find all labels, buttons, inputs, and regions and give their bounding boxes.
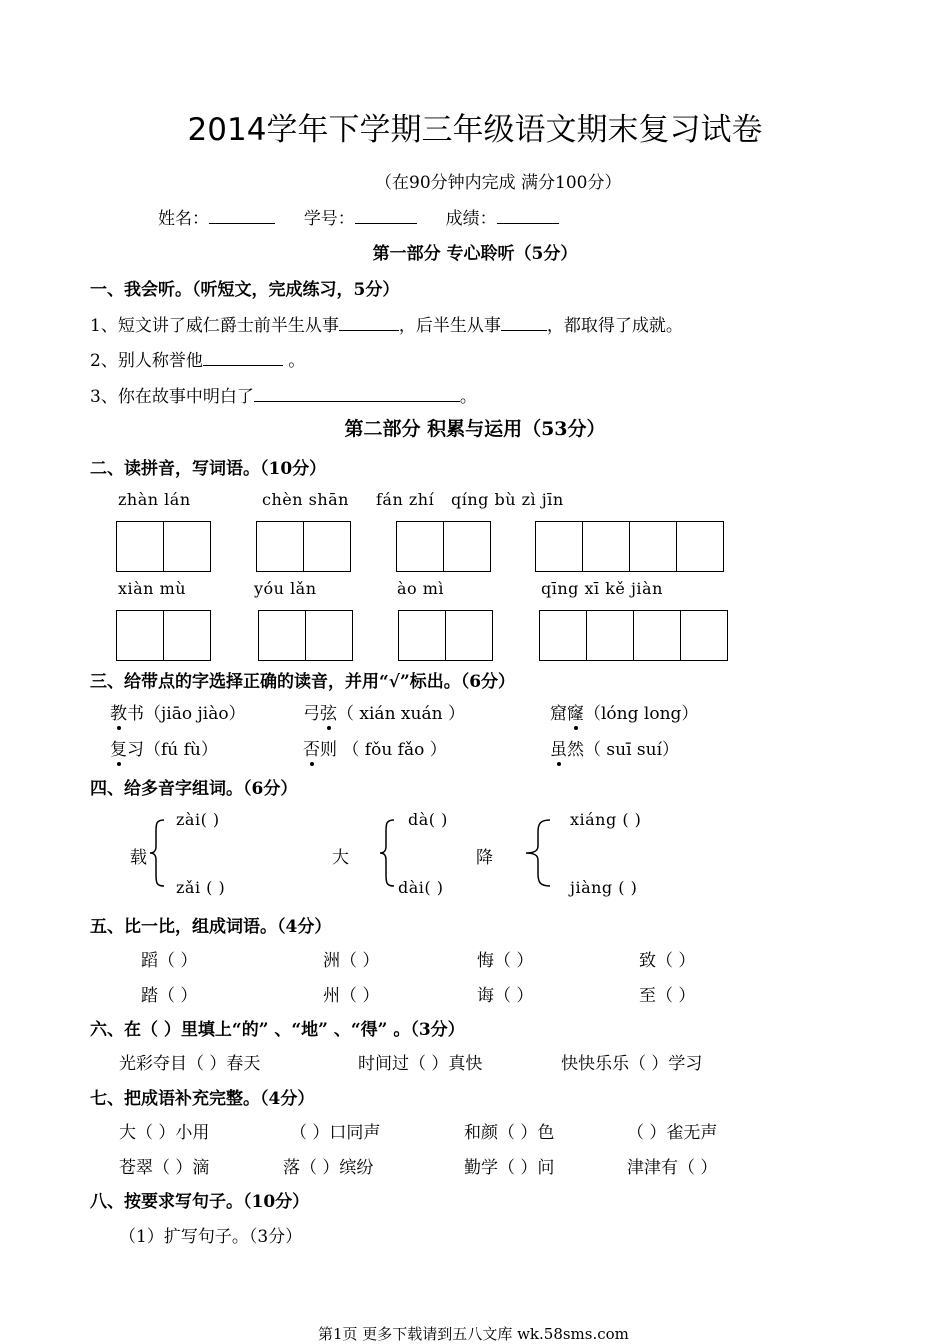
pinyin-label: zhàn lán [118,490,191,509]
idiom-item[interactable]: 和颜（ ）色 [464,1123,555,1143]
pinyin-label: ào mì [397,579,445,598]
reading-choice-item[interactable]: 复习（fú fù） [110,735,218,760]
page-title: 2014学年下学期三年级语文期末复习试卷 [187,112,763,148]
q1-heading: 一、我会听。（听短文，完成练习，5分） [90,280,400,300]
q2-heading: 二、读拼音，写词语。（10分） [90,459,327,479]
exam-subtitle: （在90分钟内完成 满分100分） [375,173,622,193]
pinyin-label: qíng bù zì jīn [451,490,564,509]
brace-icon [148,818,166,888]
q7-heading: 七、把成语补充完整。（4分） [90,1089,315,1109]
part2-heading: 第二部分 积累与运用（53分） [344,418,606,440]
student-id-field[interactable] [355,206,417,224]
pinyin-label: chèn shān [262,490,349,509]
polyphone-top[interactable]: xiáng ( ) [570,810,642,829]
char-grid[interactable] [116,521,211,572]
char-grid[interactable] [256,521,351,572]
idiom-item[interactable]: 大（ ）小用 [119,1123,210,1143]
compare-item[interactable]: 致（ ） [639,951,696,971]
q1-blank-1[interactable] [339,313,399,331]
char-grid[interactable] [396,521,491,572]
compare-item[interactable]: 洲（ ） [323,951,380,971]
q3-heading: 三、给带点的字选择正确的读音，并用“√”标出。（6分） [90,672,516,692]
q4-heading: 四、给多音字组词。（6分） [90,779,298,799]
brace-icon [522,818,552,888]
fill-particle-item[interactable]: 光彩夺目（ ）春天 [119,1054,261,1074]
student-id-label: 学号： [303,209,355,229]
q1-line2: 2、别人称誉他 。 [90,346,305,371]
compare-item[interactable]: 诲（ ） [477,986,534,1006]
q1-blank-4[interactable] [254,384,460,402]
q1-blank-2[interactable] [501,313,547,331]
idiom-item[interactable]: 落（ ）缤纷 [283,1158,374,1178]
compare-item[interactable]: 悔（ ） [477,951,534,971]
q8-subquestion: （1）扩写句子。（3分） [119,1227,303,1247]
q5-heading: 五、比一比，组成词语。（4分） [90,917,332,937]
fill-particle-item[interactable]: 时间过（ ）真快 [358,1054,483,1074]
q1-blank-3[interactable] [203,348,283,366]
name-field[interactable] [209,206,275,224]
pinyin-label: qīng xī kě jiàn [541,579,663,598]
char-grid[interactable] [116,610,211,661]
polyphone-bottom[interactable]: zǎi ( ) [176,878,226,897]
compare-item[interactable]: 州（ ） [323,986,380,1006]
q8-heading: 八、按要求写句子。（10分） [90,1192,310,1212]
score-field[interactable] [497,206,559,224]
student-info-row [158,204,559,229]
idiom-item[interactable]: （ ）口同声 [290,1123,381,1143]
polyphone-top[interactable]: dà( ) [408,810,448,829]
idiom-item[interactable]: 苍翠（ ）滴 [119,1158,210,1178]
reading-choice-item[interactable]: 窟窿（lóng long） [550,699,698,724]
pinyin-label: xiàn mù [118,579,187,598]
idiom-item[interactable]: （ ）雀无声 [627,1123,718,1143]
polyphone-char: 降 [476,848,493,868]
compare-item[interactable]: 蹈（ ） [141,951,198,971]
polyphone-top[interactable]: zài( ) [176,810,220,829]
pinyin-label: yóu lǎn [254,579,317,598]
reading-choice-item[interactable]: 虽然（ suī suí） [550,735,679,760]
char-grid[interactable] [539,610,728,661]
idiom-item[interactable]: 津津有（ ） [627,1158,718,1178]
reading-choice-item[interactable]: 否则 （ fǒu fǎo ） [303,735,447,760]
score-label: 成绩： [445,209,497,229]
idiom-item[interactable]: 勤学（ ）问 [464,1158,555,1178]
pinyin-label: fán zhí [376,490,435,509]
polyphone-char: 载 [130,848,147,868]
part1-heading: 第一部分 专心聆听（5分） [372,244,578,264]
page-footer: 第1页 更多下载请到五八文库 wk.58sms.com [318,1325,629,1343]
reading-choice-item[interactable]: 教书（jiāo jiào） [110,699,246,724]
q1-line1: 1、短文讲了威仁爵士前半生从事 ，后半生从事 ，都取得了成就。 [90,311,683,336]
reading-choice-item[interactable]: 弓弦（ xián xuán ） [303,699,465,724]
polyphone-char: 大 [332,848,349,868]
char-grid[interactable] [258,610,353,661]
polyphone-bottom[interactable]: jiàng ( ) [570,878,638,897]
polyphone-bottom[interactable]: dài( ) [398,878,444,897]
compare-item[interactable]: 至（ ） [639,986,696,1006]
q6-heading: 六、在（ ）里填上“的” 、“地” 、“得” 。（3分） [90,1020,465,1040]
name-label: 姓名： [158,209,209,229]
compare-item[interactable]: 踏（ ） [141,986,198,1006]
fill-particle-item[interactable]: 快快乐乐（ ）学习 [561,1054,703,1074]
char-grid[interactable] [535,521,724,572]
q1-line3: 3、你在故事中明白了 。 [90,382,477,407]
brace-icon [378,818,396,888]
char-grid[interactable] [398,610,493,661]
